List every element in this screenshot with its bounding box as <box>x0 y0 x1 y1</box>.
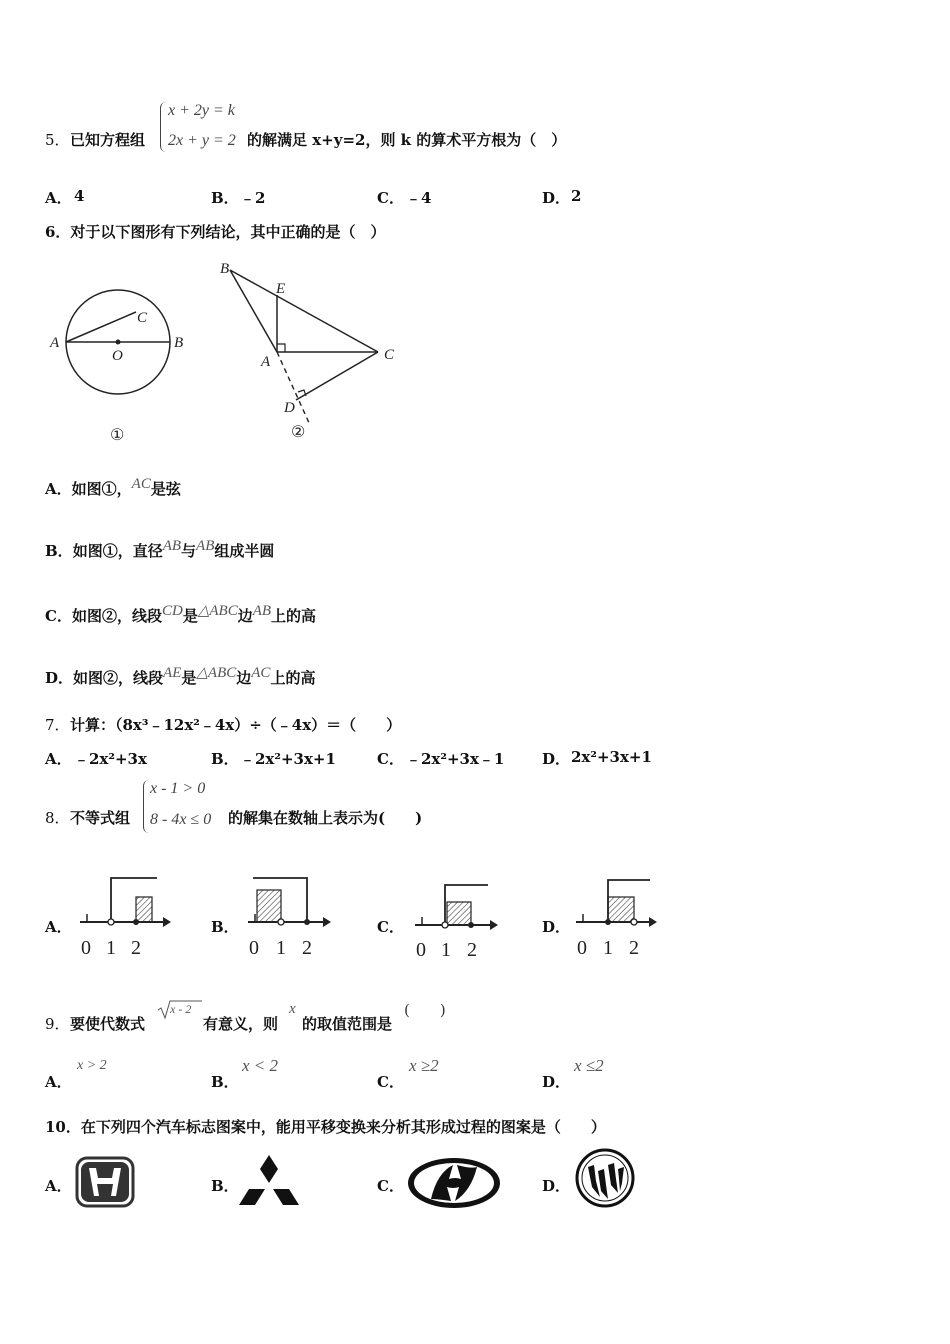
axis-arrow <box>163 917 171 927</box>
label-c: C <box>384 347 395 363</box>
q6-option-a <box>45 476 181 499</box>
q5-suffix: 的解满足 x+y=2，则 k 的算术平方根为（ ） <box>247 131 567 149</box>
label-c: C <box>137 310 148 326</box>
open-point-1 <box>442 922 448 928</box>
label-a: A <box>261 354 271 370</box>
tick-label-0: 0 <box>81 937 91 959</box>
q5-equation-2: 2x + y = 2 <box>168 132 236 149</box>
q6-option-d-text-3: 边 <box>236 669 252 687</box>
q10-option-d-letter: D． <box>542 1177 571 1195</box>
tick-label-2: 2 <box>467 939 477 961</box>
tick-label-2: 2 <box>302 937 312 959</box>
q5-option-d-letter: D． <box>542 189 571 207</box>
q6-option-b-math-1: AB <box>162 538 182 554</box>
chord-ac <box>66 312 136 342</box>
q6-option-a-text-2: 是弦 <box>150 480 181 498</box>
buick-logo-icon <box>574 1147 636 1209</box>
q8-equation-2: 8 - 4x ≤ 0 <box>150 811 212 828</box>
q5-equation-1: x + 2y = k <box>168 102 235 119</box>
q9-text-3: 的取值范围是 <box>302 1015 393 1033</box>
q9-option-a-letter: A． <box>45 1073 72 1091</box>
center-point-o <box>116 340 121 345</box>
q8-option-c-letter: C． <box>377 918 404 936</box>
axis-arrow <box>490 920 498 930</box>
q8-number-line-d <box>573 870 673 965</box>
figure-1-circle <box>40 280 200 450</box>
q5-option-a-letter: A． <box>45 189 72 207</box>
shaded-region <box>447 902 471 925</box>
q8-number: 8． <box>45 809 70 827</box>
q5-brace <box>160 102 167 152</box>
q6-option-b-letter: B． <box>45 542 73 560</box>
q7-text: 计算：（8x³﹣12x²﹣4x）÷（﹣4x）＝（ ） <box>70 716 402 734</box>
q5-prefix: 已知方程组 <box>70 131 146 149</box>
q6-option-d <box>45 663 315 688</box>
q9-option-c-letter: C． <box>377 1073 404 1091</box>
right-angle-a <box>277 344 285 352</box>
label-d: D <box>284 400 295 416</box>
q6-option-c-text: 如图②，线段 <box>71 607 162 625</box>
q10-option-c-letter: C． <box>377 1177 404 1195</box>
q8-option-a-letter: A． <box>45 918 72 936</box>
q7-option-b-text: ﹣2x²+3x+1 <box>240 750 336 768</box>
q6-option-d-text-4: 上的高 <box>270 669 316 687</box>
q6-option-b <box>45 538 274 561</box>
tick-label-2: 2 <box>629 937 639 959</box>
q7-number: 7． <box>45 716 70 734</box>
honda-logo-icon <box>75 1156 135 1208</box>
q9-option-d-letter: D． <box>542 1073 571 1091</box>
q6-option-d-text: 如图②，线段 <box>73 669 164 687</box>
figure-2-triangle <box>210 255 410 450</box>
q6-option-c <box>45 601 316 626</box>
label-a: A <box>50 335 60 351</box>
segment-cd <box>296 352 378 400</box>
q7-option-c-letter: C． <box>377 750 404 768</box>
q6-option-c-letter: C． <box>45 607 72 625</box>
q9-variable: x <box>289 1001 296 1017</box>
q9-number: 9． <box>45 1015 70 1033</box>
closed-point-1 <box>605 919 611 925</box>
closed-point-2 <box>468 922 474 928</box>
hyundai-logo-icon <box>405 1155 505 1211</box>
q5-option-c-text: ﹣4 <box>406 189 432 207</box>
q6-option-d-math-2: △ABC <box>196 665 237 681</box>
q6-text: 6．对于以下图形有下列结论，其中正确的是（ ） <box>45 223 386 241</box>
tick-label-0: 0 <box>416 939 426 961</box>
q5-option-b-text: ﹣2 <box>240 189 266 207</box>
q9-option-b-letter: B． <box>211 1073 239 1091</box>
q7-option-b-letter: B． <box>211 750 239 768</box>
q6-option-c-math-1: CD <box>161 603 183 619</box>
q9-option-c-text: x ≥2 <box>409 1056 439 1075</box>
q6-option-d-letter: D． <box>45 669 74 687</box>
q8-option-d-letter: D． <box>542 918 571 936</box>
q6-option-c-text-2: 是 <box>182 607 198 625</box>
q5-number: 5． <box>45 131 70 149</box>
q7-option-a-text: ﹣2x²+3x <box>74 750 147 768</box>
q6-option-c-math-3: AB <box>252 603 272 619</box>
q8-number-line-a <box>75 870 175 965</box>
open-point-2 <box>631 919 637 925</box>
tick-label-1: 1 <box>106 937 116 959</box>
tick-label-1: 1 <box>441 939 451 961</box>
shaded-region <box>608 897 634 922</box>
q9-text-1: 要使代数式 <box>70 1015 146 1033</box>
figure-2-caption: ② <box>291 424 306 441</box>
q9-option-b-text: x < 2 <box>242 1056 279 1075</box>
mitsubishi-logo-icon <box>237 1153 301 1209</box>
label-b: B <box>220 261 230 277</box>
tick-label-0: 0 <box>577 937 587 959</box>
q6-option-c-math-2: △ABC <box>197 603 238 619</box>
q6-option-c-text-4: 上的高 <box>271 607 317 625</box>
q9-option-a-text: x > 2 <box>77 1058 107 1073</box>
q5-option-d-text: 2 <box>571 187 582 205</box>
q8-prefix: 不等式组 <box>70 809 131 827</box>
q5-option-b-letter: B． <box>211 189 239 207</box>
shaded-region <box>136 897 152 922</box>
axis-arrow <box>649 917 657 927</box>
q7-option-a-letter: A． <box>45 750 72 768</box>
q6-option-d-math-3: AC <box>251 665 271 681</box>
label-b: B <box>174 335 184 351</box>
q7-option-d-text: 2x²+3x+1 <box>571 748 652 766</box>
tick-label-1: 1 <box>276 937 286 959</box>
open-point-1 <box>108 919 114 925</box>
q6-option-b-math-2: AB <box>196 538 215 554</box>
closed-point-2 <box>304 919 310 925</box>
shaded-region <box>257 890 281 922</box>
q8-equation-1: x - 1 > 0 <box>150 780 206 797</box>
q8-number-line-b <box>243 870 343 965</box>
q5-option-a-text: 4 <box>74 187 85 205</box>
q8-brace <box>143 780 150 833</box>
axis-arrow <box>323 917 331 927</box>
q6-option-b-text-3: 组成半圆 <box>214 542 275 560</box>
q6-option-d-math-1: AE <box>163 665 182 681</box>
q9-option-d-text: x ≤2 <box>574 1056 604 1075</box>
q9-radicand: x - 2 <box>170 1002 192 1016</box>
q6-option-a-letter: A． <box>45 480 72 498</box>
q10-text: 10．在下列四个汽车标志图案中，能用平移变换来分析其形成过程的图案是（ ） <box>45 1118 606 1136</box>
figure-1-caption: ① <box>110 427 125 444</box>
q10-option-b-letter: B． <box>211 1177 239 1195</box>
q6-option-a-math: AC <box>131 476 151 492</box>
q6-option-a-text: 如图①， <box>71 480 132 498</box>
q9-text-2: 有意义，则 <box>203 1015 279 1033</box>
q5-option-c-letter: C． <box>377 189 404 207</box>
q7-option-c-text: ﹣2x²+3x﹣1 <box>406 750 505 768</box>
q6-option-d-text-2: 是 <box>181 669 197 687</box>
q6-option-b-text: 如图①，直径 <box>72 542 163 560</box>
side-bc <box>230 270 378 352</box>
tick-label-0: 0 <box>249 937 259 959</box>
tick-label-2: 2 <box>131 937 141 959</box>
open-point-1 <box>278 919 284 925</box>
q10-option-a-letter: A． <box>45 1177 72 1195</box>
q8-number-line-c <box>410 870 510 965</box>
label-e: E <box>276 281 286 297</box>
label-o: O <box>112 348 123 364</box>
closed-point-2 <box>133 919 139 925</box>
q6-option-b-text-2: 与 <box>181 542 197 560</box>
q6-option-c-text-3: 边 <box>237 607 253 625</box>
q8-option-b-letter: B． <box>211 918 239 936</box>
tick-label-1: 1 <box>603 937 613 959</box>
q7-option-d-letter: D． <box>542 750 571 768</box>
q9-answer-paren: ( ) <box>404 1001 446 1019</box>
q8-suffix: 的解集在数轴上表示为( ) <box>228 809 423 827</box>
